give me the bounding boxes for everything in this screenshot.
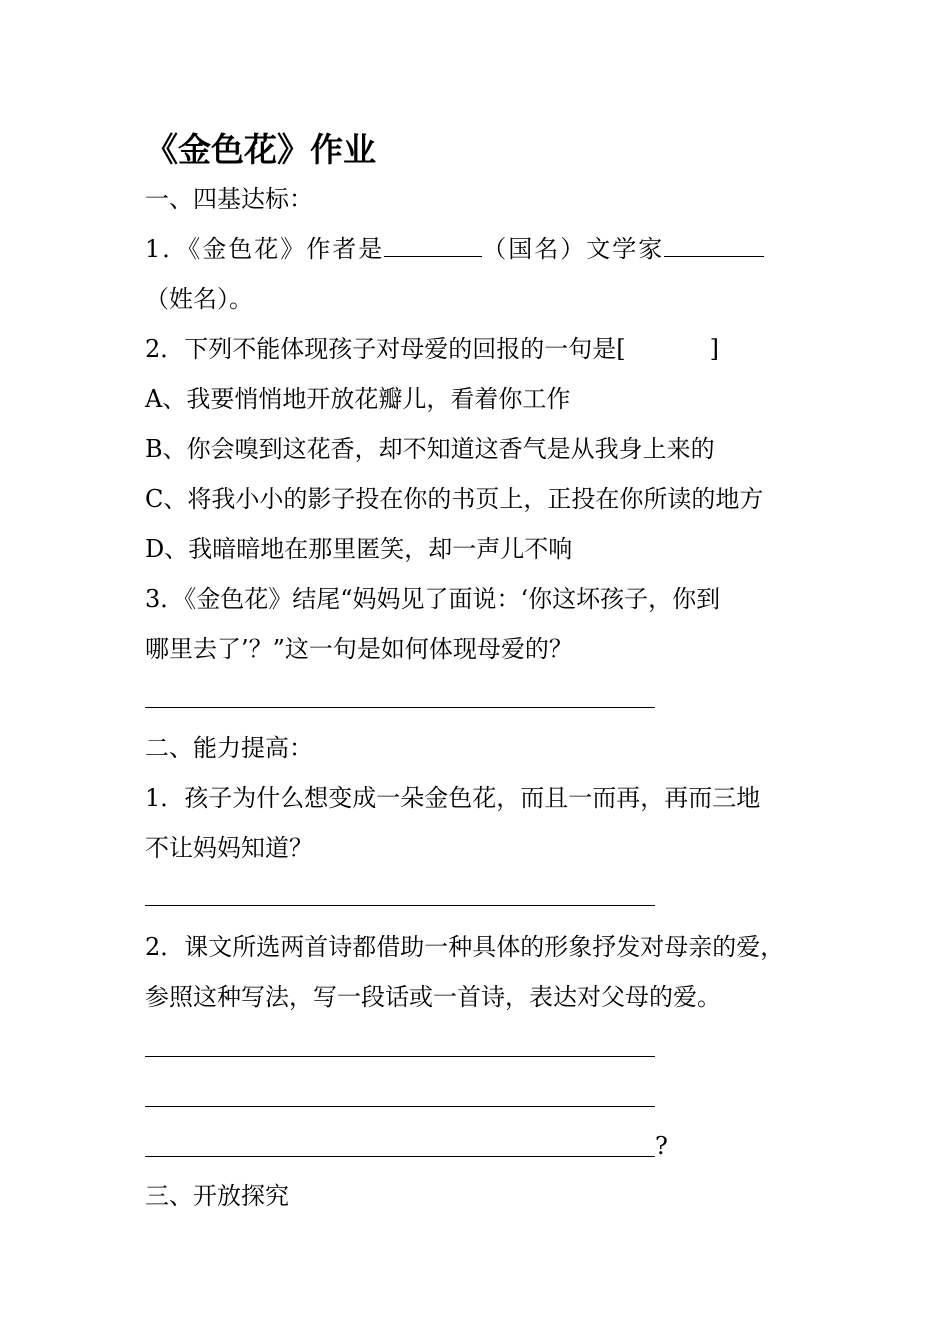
answer-line-q2-2-a[interactable] (145, 1056, 655, 1057)
option-d: D、我暗暗地在那里匿笑，却一声儿不响 (145, 535, 573, 563)
answer-line-q1-3[interactable] (145, 707, 655, 708)
option-b: B、你会嗅到这花香，却不知道这香气是从我身上来的 (145, 435, 715, 463)
option-c: C、将我小小的影子投在你的书页上，正投在你所读的地方 (145, 485, 764, 513)
question-1-3-line2: 哪里去了’？”这一句是如何体现母爱的？ (145, 635, 573, 663)
section-1-heading: 一、四基达标： (145, 185, 313, 213)
answer-line-q2-1[interactable] (145, 905, 655, 906)
question-2-1-line2: 不让妈妈知道？ (145, 834, 313, 862)
section-2-heading: 二、能力提高： (145, 734, 313, 762)
section-3-heading: 三、开放探究 (145, 1182, 289, 1210)
question-1-1-cont: （姓名）。 (145, 285, 253, 313)
question-2-2-line1: 2．课文所选两首诗都借助一种具体的形象抒发对母亲的爱， (145, 933, 785, 961)
trailing-question-mark: ? (655, 1132, 668, 1160)
question-1-2 (145, 334, 719, 364)
answer-blank-author[interactable] (664, 234, 764, 257)
question-1-1-prefix: 1．《金色花》作者是 (145, 235, 385, 263)
question-1-2-stem: 2．下列不能体现孩子对母爱的回报的一句是[ (145, 335, 626, 363)
question-1-2-close: ] (709, 335, 720, 363)
question-1-1-middle: （国名）文学家 (482, 235, 665, 263)
page-title: 《金色花》作业 (145, 130, 376, 169)
question-2-1-line1: 1．孩子为什么想变成一朵金色花，而且一而再，再而三地 (145, 784, 761, 812)
answer-blank-country[interactable] (384, 234, 482, 257)
answer-line-q2-2-c[interactable] (145, 1156, 655, 1157)
answer-line-q2-2-b[interactable] (145, 1106, 655, 1107)
question-2-2-line2: 参照这种写法，写一段话或一首诗，表达对父母的爱。 (145, 983, 721, 1011)
question-1-3-line1: 3．《金色花》结尾“妈妈见了面说：‘你这坏孩子，你到 (145, 585, 721, 613)
question-1-1 (145, 234, 764, 264)
option-a: A、我要悄悄地开放花瓣儿，看着你工作 (145, 385, 571, 413)
